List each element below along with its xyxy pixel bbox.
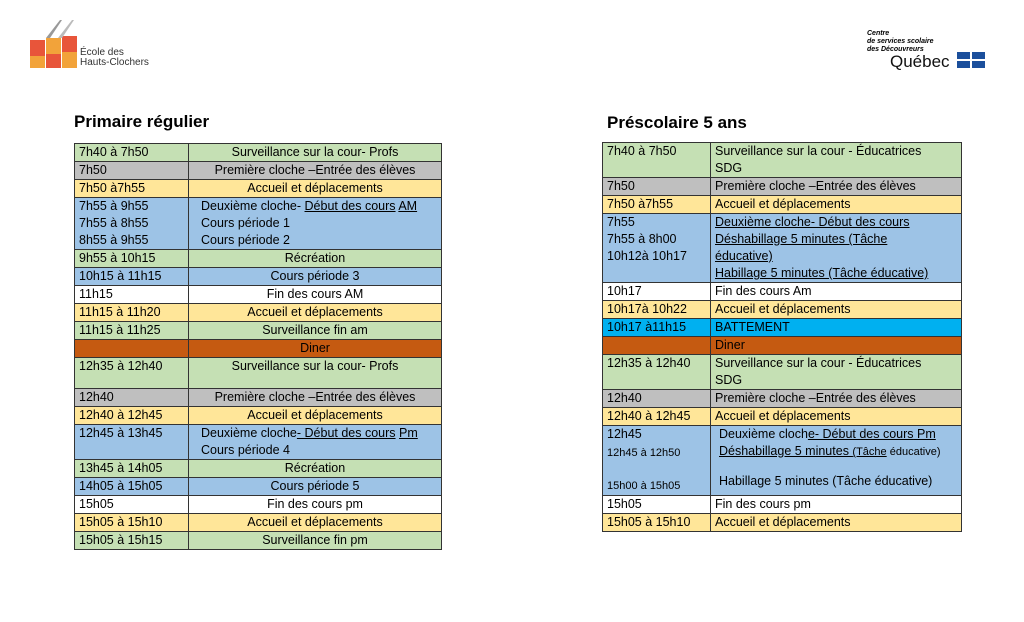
- time-cell: [603, 301, 711, 319]
- activity-cell: [189, 496, 442, 514]
- activity-cell: [711, 390, 962, 408]
- time-cell: [75, 340, 189, 358]
- schedule-row: [75, 389, 442, 407]
- cell-line: 12h35 à 12h40: [607, 356, 691, 370]
- activity-cell: [711, 408, 962, 426]
- cell-line: Première cloche –Entrée des élèves: [214, 390, 416, 404]
- school-buildings-icon: [30, 30, 78, 70]
- cell-line: 10h15 à 11h15: [79, 269, 162, 283]
- cell-line: 12h35 à 12h40: [79, 359, 163, 373]
- schedule-row: [603, 355, 962, 390]
- schedule-row: [75, 407, 442, 425]
- schedule-row: [603, 390, 962, 408]
- schedule-row: [75, 425, 442, 460]
- cell-line: Accueil et déplacements: [247, 305, 383, 319]
- cell-line: Surveillance fin am: [262, 323, 368, 337]
- schedule-row: [75, 514, 442, 532]
- cell-line: Déshabillage 5 minutes (Tâche éducative): [719, 444, 941, 458]
- cell-line: Deuxième cloche- Début des cours Pm: [719, 427, 936, 441]
- time-cell: [75, 286, 189, 304]
- cell-line: 10h17à 10h22: [607, 302, 687, 316]
- time-cell: [603, 426, 711, 496]
- activity-cell: [189, 180, 442, 198]
- cell-line: Surveillance fin pm: [262, 533, 368, 547]
- cell-line: 15h05: [607, 497, 642, 511]
- time-cell: [75, 478, 189, 496]
- schedule-row: [75, 532, 442, 550]
- activity-cell: [711, 178, 962, 196]
- cell-line: Cours période 5: [270, 479, 360, 493]
- time-cell: [75, 358, 189, 389]
- activity-cell: [189, 198, 442, 250]
- prescolaire-title: Préscolaire 5 ans: [607, 113, 747, 132]
- schedule-row: [603, 514, 962, 532]
- cell-line: SDG: [715, 373, 743, 387]
- activity-cell: [189, 162, 442, 180]
- schedule-row: [603, 496, 962, 514]
- cell-line: 12h45 à 12h50: [607, 447, 681, 459]
- cell-line: Cours période 4: [201, 443, 290, 457]
- activity-cell: [711, 496, 962, 514]
- time-cell: [603, 390, 711, 408]
- primaire-schedule-table: [74, 143, 442, 550]
- cell-line: Surveillance sur la cour - Éducatrices: [715, 144, 922, 158]
- quebec-flag-icon: [957, 52, 985, 68]
- cell-line: éducative): [715, 249, 773, 263]
- activity-cell: [711, 355, 962, 390]
- cell-line: 7h50 à7h55: [79, 181, 146, 195]
- schedule-row: [603, 178, 962, 196]
- school-logo: [30, 18, 180, 74]
- time-cell: [75, 162, 189, 180]
- cell-line: 7h55 à 8h55: [79, 216, 149, 230]
- cell-line: Première cloche –Entrée des élèves: [715, 179, 916, 193]
- time-cell: [75, 268, 189, 286]
- cell-line: Accueil et déplacements: [715, 515, 851, 529]
- time-cell: [603, 319, 711, 337]
- time-cell: [603, 514, 711, 532]
- cell-line: Cours période 1: [201, 216, 290, 230]
- time-cell: [75, 496, 189, 514]
- cell-line: 10h12à 10h17: [607, 249, 687, 263]
- time-cell: [75, 532, 189, 550]
- cell-line: Fin des cours pm: [267, 497, 363, 511]
- schedule-row: [603, 408, 962, 426]
- time-cell: [75, 425, 189, 460]
- cell-line: Accueil et déplacements: [715, 302, 851, 316]
- cell-line: 9h55 à 10h15: [79, 251, 156, 265]
- cell-line: Deuxième cloche- Début des cours AM: [201, 199, 418, 213]
- time-cell: [75, 514, 189, 532]
- schedule-row: [603, 337, 962, 355]
- schedule-row: [603, 143, 962, 178]
- activity-cell: [189, 532, 442, 550]
- cell-line: 12h40: [607, 391, 642, 405]
- activity-cell: [711, 301, 962, 319]
- cell-line: 15h05 à 15h10: [607, 515, 691, 529]
- cell-line: Fin des cours Am: [715, 284, 812, 298]
- primaire-title: Primaire régulier: [74, 112, 210, 131]
- cell-line: Récréation: [284, 251, 346, 265]
- schedule-row: [75, 358, 442, 389]
- cell-line: 11h15 à 11h25: [79, 323, 161, 337]
- activity-cell: [189, 407, 442, 425]
- time-cell: [75, 198, 189, 250]
- activity-cell: [711, 283, 962, 301]
- cell-line: Surveillance sur la cour - Éducatrices: [715, 356, 922, 370]
- cell-line: Accueil et déplacements: [247, 408, 383, 422]
- activity-cell: [189, 425, 442, 460]
- cell-line: Accueil et déplacements: [715, 197, 851, 211]
- cell-line: 7h55 à 8h00: [607, 232, 677, 246]
- activity-cell: [711, 514, 962, 532]
- activity-cell: [189, 286, 442, 304]
- time-cell: [603, 143, 711, 178]
- cell-line: Accueil et déplacements: [715, 409, 851, 423]
- cell-line: Première cloche –Entrée des élèves: [715, 391, 916, 405]
- schedule-row: [75, 496, 442, 514]
- school-name: École des Hauts-Clochers: [80, 47, 149, 68]
- time-cell: [603, 283, 711, 301]
- activity-cell: [189, 304, 442, 322]
- cell-line: Déshabillage 5 minutes (Tâche: [715, 232, 888, 246]
- activity-cell: [189, 268, 442, 286]
- cell-line: Fin des cours AM: [266, 287, 364, 301]
- cell-line: 12h40: [79, 390, 114, 404]
- cell-line: 15h05 à 15h10: [79, 515, 163, 529]
- schedule-row: [75, 250, 442, 268]
- cell-line: 8h55 à 9h55: [79, 233, 149, 247]
- cell-line: Surveillance sur la cour- Profs: [231, 145, 399, 159]
- cell-line: 11h15 à 11h20: [79, 305, 161, 319]
- schedule-row: [75, 286, 442, 304]
- schedule-row: [75, 478, 442, 496]
- activity-cell: [189, 144, 442, 162]
- activity-cell: [711, 143, 962, 178]
- time-cell: [75, 322, 189, 340]
- cell-line: Cours période 3: [270, 269, 360, 283]
- schedule-row: [603, 283, 962, 301]
- cell-line: 7h55 à 9h55: [79, 199, 149, 213]
- cell-line: 15h05 à 15h15: [79, 533, 163, 547]
- time-cell: [75, 304, 189, 322]
- gov-logo: [860, 30, 990, 75]
- cell-line: 7h40 à 7h50: [79, 145, 149, 159]
- activity-cell: [711, 426, 962, 496]
- time-cell: [603, 408, 711, 426]
- activity-cell: [189, 358, 442, 389]
- activity-cell: [189, 322, 442, 340]
- time-cell: [603, 178, 711, 196]
- schedule-row: [75, 268, 442, 286]
- schedule-row: [75, 180, 442, 198]
- cell-line: 7h50: [607, 179, 635, 193]
- activity-cell: [711, 337, 962, 355]
- cell-line: 7h50: [79, 163, 107, 177]
- activity-cell: [189, 514, 442, 532]
- cell-line: Récréation: [284, 461, 346, 475]
- schedule-row: [75, 460, 442, 478]
- cell-line: 12h45 à 13h45: [79, 426, 163, 440]
- schedule-row: [75, 198, 442, 250]
- time-cell: [75, 460, 189, 478]
- cell-line: Habillage 5 minutes (Tâche éducative): [719, 474, 933, 488]
- cell-line: 12h40 à 12h45: [79, 408, 163, 422]
- css-name: Centre de services scolaire des Découvreurs: [867, 30, 934, 53]
- cell-line: Première cloche –Entrée des élèves: [214, 163, 416, 177]
- cell-line: 10h17 à11h15: [607, 320, 687, 334]
- time-cell: [603, 196, 711, 214]
- activity-cell: [189, 389, 442, 407]
- cell-line: Cours période 2: [201, 233, 290, 247]
- schedule-row: [603, 214, 962, 283]
- cell-line: 7h40 à 7h50: [607, 144, 677, 158]
- time-cell: [75, 389, 189, 407]
- cell-line: Habillage 5 minutes (Tâche éducative): [715, 266, 929, 280]
- cell-line: Surveillance sur la cour- Profs: [231, 359, 399, 373]
- time-cell: [603, 496, 711, 514]
- cell-line: BATTEMENT: [715, 320, 790, 334]
- activity-cell: [189, 460, 442, 478]
- cell-line: 7h55: [607, 215, 635, 229]
- cell-line: Deuxième cloche- Début des cours Pm: [201, 426, 418, 440]
- schedule-row: [603, 196, 962, 214]
- schedule-row: [75, 304, 442, 322]
- time-cell: [603, 355, 711, 390]
- schedule-row: [75, 162, 442, 180]
- cell-line: 13h45 à 14h05: [79, 461, 163, 475]
- schedule-row: [603, 319, 962, 337]
- schedule-row: [603, 426, 962, 496]
- cell-line: 15h00 à 15h05: [607, 480, 681, 492]
- cell-line: 11h15: [79, 287, 113, 301]
- time-cell: [603, 214, 711, 283]
- prescolaire-schedule-table: [602, 142, 962, 532]
- schedule-row: [75, 144, 442, 162]
- activity-cell: [189, 478, 442, 496]
- time-cell: [75, 250, 189, 268]
- time-cell: [75, 144, 189, 162]
- schedule-row: [75, 340, 442, 358]
- quebec-wordmark: Québec: [890, 52, 950, 71]
- cell-line: 7h50 à7h55: [607, 197, 674, 211]
- cell-line: 14h05 à 15h05: [79, 479, 163, 493]
- schedule-row: [75, 322, 442, 340]
- cell-line: Fin des cours pm: [715, 497, 811, 511]
- cell-line: 12h45: [607, 427, 642, 441]
- cell-line: 12h40 à 12h45: [607, 409, 691, 423]
- activity-cell: [711, 196, 962, 214]
- activity-cell: [189, 250, 442, 268]
- cell-line: Diner: [300, 341, 330, 355]
- cell-line: 15h05: [79, 497, 114, 511]
- activity-cell: [711, 214, 962, 283]
- cell-line: Diner: [715, 338, 745, 352]
- cell-line: SDG: [715, 161, 743, 175]
- time-cell: [75, 407, 189, 425]
- cell-line: Deuxième cloche- Début des cours: [715, 215, 910, 229]
- cell-line: 10h17: [607, 284, 642, 298]
- cell-line: Accueil et déplacements: [247, 515, 383, 529]
- cell-line: Accueil et déplacements: [247, 181, 383, 195]
- activity-cell: [711, 319, 962, 337]
- activity-cell: [189, 340, 442, 358]
- schedule-row: [603, 301, 962, 319]
- time-cell: [603, 337, 711, 355]
- time-cell: [75, 180, 189, 198]
